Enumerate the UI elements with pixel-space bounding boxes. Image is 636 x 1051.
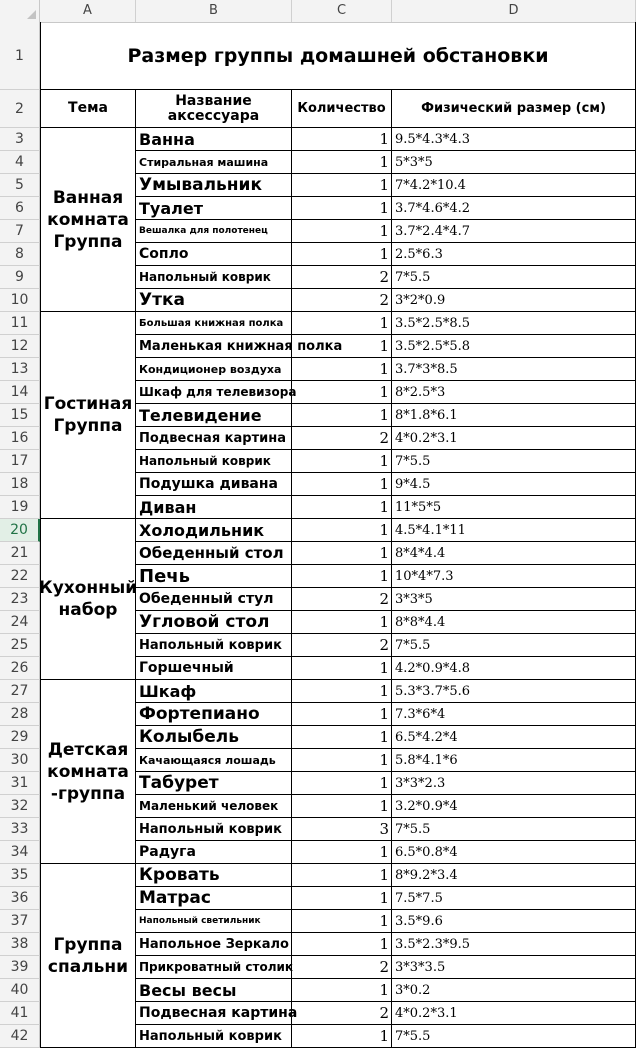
accessory-name-cell[interactable]: Весы весы (136, 979, 292, 1002)
size-cell[interactable]: 3.7*4.6*4.2 (392, 197, 636, 220)
size-cell[interactable]: 9*4.5 (392, 473, 636, 496)
accessory-name-cell[interactable]: Маленькая книжная полка (136, 335, 292, 358)
size-cell[interactable]: 7*5.5 (392, 634, 636, 657)
row-header-10[interactable]: 10 (0, 289, 40, 312)
quantity-cell[interactable]: 1 (292, 496, 392, 519)
quantity-cell[interactable]: 2 (292, 266, 392, 289)
accessory-name-cell[interactable]: Стиральная машина (136, 151, 292, 174)
column-header-row (0, 0, 636, 23)
quantity-cell[interactable]: 1 (292, 933, 392, 956)
quantity-cell[interactable]: 1 (292, 726, 392, 749)
row-header-23[interactable]: 23 (0, 588, 40, 611)
row-header-26[interactable]: 26 (0, 657, 40, 680)
table-title[interactable]: Размер группы домашней обстановки (40, 22, 636, 90)
group-theme-cell[interactable]: Ванная комната Группа (40, 128, 136, 312)
row-header-30[interactable]: 30 (0, 749, 40, 772)
accessory-name-cell[interactable]: Туалет (136, 197, 292, 220)
column-header-a[interactable]: A (40, 0, 136, 22)
size-cell[interactable]: 5.8*4.1*6 (392, 749, 636, 772)
row-header-8[interactable]: 8 (0, 243, 40, 266)
accessory-name-cell[interactable]: Напольный коврик (136, 450, 292, 473)
quantity-cell[interactable]: 1 (292, 841, 392, 864)
row-header-32[interactable]: 32 (0, 795, 40, 818)
quantity-cell[interactable]: 1 (292, 151, 392, 174)
row-header-5[interactable]: 5 (0, 174, 40, 197)
group-theme-cell[interactable]: Гостиная Группа (40, 312, 136, 519)
row-header-27[interactable]: 27 (0, 680, 40, 703)
header-size[interactable]: Физический размер (см) (392, 90, 636, 128)
quantity-cell[interactable]: 1 (292, 404, 392, 427)
size-cell[interactable]: 8*8*4.4 (392, 611, 636, 634)
size-cell[interactable]: 10*4*7.3 (392, 565, 636, 588)
accessory-name-cell[interactable]: Табурет (136, 772, 292, 795)
row-header-22[interactable]: 22 (0, 565, 40, 588)
column-header-c[interactable]: C (292, 0, 392, 22)
size-cell[interactable]: 3.5*9.6 (392, 910, 636, 933)
quantity-cell[interactable]: 2 (292, 1002, 392, 1025)
size-cell[interactable]: 8*2.5*3 (392, 381, 636, 404)
accessory-name-cell[interactable]: Матрас (136, 887, 292, 910)
row-header-12[interactable]: 12 (0, 335, 40, 358)
accessory-name-cell[interactable]: Колыбель (136, 726, 292, 749)
row-header-31[interactable]: 31 (0, 772, 40, 795)
quantity-cell[interactable]: 2 (292, 289, 392, 312)
size-cell[interactable]: 11*5*5 (392, 496, 636, 519)
row-header-11[interactable]: 11 (0, 312, 40, 335)
row-header-2[interactable]: 2 (0, 90, 40, 128)
accessory-name-cell[interactable]: Кондиционер воздуха (136, 358, 292, 381)
accessory-name-cell[interactable]: Фортепиано (136, 703, 292, 726)
row-header-17[interactable]: 17 (0, 450, 40, 473)
accessory-name-cell[interactable]: Шкаф для телевизора (136, 381, 292, 404)
accessory-name-cell[interactable]: Обеденный стол (136, 542, 292, 565)
size-cell[interactable]: 6.5*0.8*4 (392, 841, 636, 864)
quantity-cell[interactable]: 1 (292, 174, 392, 197)
accessory-name-cell[interactable]: Подвесная картина (136, 427, 292, 450)
quantity-cell[interactable]: 1 (292, 243, 392, 266)
size-cell[interactable]: 8*9.2*3.4 (392, 864, 636, 887)
row-header-7[interactable]: 7 (0, 220, 40, 243)
size-cell[interactable]: 3*3*3.5 (392, 956, 636, 979)
accessory-name-cell[interactable]: Напольный коврик (136, 1025, 292, 1048)
accessory-name-cell[interactable]: Прикроватный столик (136, 956, 292, 979)
row-header-40[interactable]: 40 (0, 979, 40, 1002)
size-cell[interactable]: 3.5*2.5*5.8 (392, 335, 636, 358)
quantity-cell[interactable]: 1 (292, 795, 392, 818)
accessory-name-cell[interactable]: Холодильник (136, 519, 292, 542)
quantity-cell[interactable]: 1 (292, 381, 392, 404)
row-header-39[interactable]: 39 (0, 956, 40, 979)
quantity-cell[interactable]: 1 (292, 611, 392, 634)
accessory-name-cell[interactable]: Напольный коврик (136, 266, 292, 289)
quantity-cell[interactable]: 1 (292, 335, 392, 358)
quantity-cell[interactable]: 1 (292, 1025, 392, 1048)
row-header-42[interactable]: 42 (0, 1025, 40, 1048)
row-header-20[interactable]: 20 (0, 519, 40, 542)
quantity-cell[interactable]: 1 (292, 220, 392, 243)
quantity-cell[interactable]: 1 (292, 910, 392, 933)
row-header-29[interactable]: 29 (0, 726, 40, 749)
header-name[interactable]: Название аксессуара (136, 90, 292, 128)
accessory-name-cell[interactable]: Шкаф (136, 680, 292, 703)
row-header-33[interactable]: 33 (0, 818, 40, 841)
row-header-35[interactable]: 35 (0, 864, 40, 887)
size-cell[interactable]: 3*0.2 (392, 979, 636, 1002)
row-header-14[interactable]: 14 (0, 381, 40, 404)
row-header-18[interactable]: 18 (0, 473, 40, 496)
size-cell[interactable]: 3.5*2.5*8.5 (392, 312, 636, 335)
size-cell[interactable]: 7*4.2*10.4 (392, 174, 636, 197)
size-cell[interactable]: 3*2*0.9 (392, 289, 636, 312)
quantity-cell[interactable]: 1 (292, 749, 392, 772)
row-header-1[interactable]: 1 (0, 22, 40, 90)
quantity-cell[interactable]: 1 (292, 657, 392, 680)
row-header-15[interactable]: 15 (0, 404, 40, 427)
quantity-cell[interactable]: 2 (292, 956, 392, 979)
accessory-name-cell[interactable]: Диван (136, 496, 292, 519)
size-cell[interactable]: 3.7*3*8.5 (392, 358, 636, 381)
group-theme-cell[interactable]: Группа спальни (40, 864, 136, 1048)
row-header-34[interactable]: 34 (0, 841, 40, 864)
column-header-b[interactable]: B (136, 0, 292, 22)
row-header-24[interactable]: 24 (0, 611, 40, 634)
quantity-cell[interactable]: 1 (292, 312, 392, 335)
accessory-name-cell[interactable]: Печь (136, 565, 292, 588)
size-cell[interactable]: 2.5*6.3 (392, 243, 636, 266)
quantity-cell[interactable]: 1 (292, 519, 392, 542)
quantity-cell[interactable]: 1 (292, 703, 392, 726)
quantity-cell[interactable]: 1 (292, 542, 392, 565)
accessory-name-cell[interactable]: Подушка дивана (136, 473, 292, 496)
size-cell[interactable]: 7*5.5 (392, 450, 636, 473)
quantity-cell[interactable]: 1 (292, 565, 392, 588)
row-header-28[interactable]: 28 (0, 703, 40, 726)
row-header-38[interactable]: 38 (0, 933, 40, 956)
quantity-cell[interactable]: 1 (292, 887, 392, 910)
accessory-name-cell[interactable]: Сопло (136, 243, 292, 266)
size-cell[interactable]: 7.5*7.5 (392, 887, 636, 910)
size-cell[interactable]: 6.5*4.2*4 (392, 726, 636, 749)
quantity-cell[interactable]: 1 (292, 473, 392, 496)
accessory-name-cell[interactable]: Угловой стол (136, 611, 292, 634)
accessory-name-cell[interactable]: Утка (136, 289, 292, 312)
quantity-cell[interactable]: 1 (292, 197, 392, 220)
accessory-name-cell[interactable]: Качающаяся лошадь (136, 749, 292, 772)
size-cell[interactable]: 7*5.5 (392, 266, 636, 289)
size-cell[interactable]: 3*3*5 (392, 588, 636, 611)
accessory-name-cell[interactable]: Радуга (136, 841, 292, 864)
size-cell[interactable]: 7*5.5 (392, 818, 636, 841)
accessory-name-cell[interactable]: Напольное Зеркало (136, 933, 292, 956)
quantity-cell[interactable]: 2 (292, 634, 392, 657)
accessory-name-cell[interactable]: Телевидение (136, 404, 292, 427)
quantity-cell[interactable]: 3 (292, 818, 392, 841)
column-header-d[interactable]: D (392, 0, 636, 22)
row-header-19[interactable]: 19 (0, 496, 40, 519)
select-all-corner[interactable] (0, 0, 40, 22)
row-header-16[interactable]: 16 (0, 427, 40, 450)
size-cell[interactable]: 4*0.2*3.1 (392, 427, 636, 450)
size-cell[interactable]: 3.7*2.4*4.7 (392, 220, 636, 243)
header-theme[interactable]: Тема (40, 90, 136, 128)
row-header-9[interactable]: 9 (0, 266, 40, 289)
size-cell[interactable]: 4*0.2*3.1 (392, 1002, 636, 1025)
group-theme-cell[interactable]: Кухонный набор (40, 519, 136, 680)
size-cell[interactable]: 8*4*4.4 (392, 542, 636, 565)
size-cell[interactable]: 7*5.5 (392, 1025, 636, 1048)
row-header-41[interactable]: 41 (0, 1002, 40, 1025)
size-cell[interactable]: 3.5*2.3*9.5 (392, 933, 636, 956)
size-cell[interactable]: 7.3*6*4 (392, 703, 636, 726)
accessory-name-cell[interactable]: Подвесная картина (136, 1002, 292, 1025)
row-header-25[interactable]: 25 (0, 634, 40, 657)
accessory-name-cell[interactable]: Маленький человек (136, 795, 292, 818)
quantity-cell[interactable]: 1 (292, 680, 392, 703)
size-cell[interactable]: 3*3*2.3 (392, 772, 636, 795)
accessory-name-cell[interactable]: Вешалка для полотенец (136, 220, 292, 243)
row-header-21[interactable]: 21 (0, 542, 40, 565)
row-header-6[interactable]: 6 (0, 197, 40, 220)
accessory-name-cell[interactable]: Напольный коврик (136, 818, 292, 841)
accessory-name-cell[interactable]: Кровать (136, 864, 292, 887)
accessory-name-cell[interactable]: Обеденный стул (136, 588, 292, 611)
size-cell[interactable]: 4.5*4.1*11 (392, 519, 636, 542)
size-cell[interactable]: 9.5*4.3*4.3 (392, 128, 636, 151)
quantity-cell[interactable]: 1 (292, 772, 392, 795)
quantity-cell[interactable]: 2 (292, 427, 392, 450)
size-cell[interactable]: 4.2*0.9*4.8 (392, 657, 636, 680)
row-header-13[interactable]: 13 (0, 358, 40, 381)
quantity-cell[interactable]: 1 (292, 128, 392, 151)
group-theme-cell[interactable]: Детская комната -группа (40, 680, 136, 864)
accessory-name-cell[interactable]: Напольный коврик (136, 634, 292, 657)
row-header-36[interactable]: 36 (0, 887, 40, 910)
size-cell[interactable]: 3.2*0.9*4 (392, 795, 636, 818)
row-header-3[interactable]: 3 (0, 128, 40, 151)
quantity-cell[interactable]: 1 (292, 979, 392, 1002)
size-cell[interactable]: 5.3*3.7*5.6 (392, 680, 636, 703)
quantity-cell[interactable]: 1 (292, 864, 392, 887)
quantity-cell[interactable]: 1 (292, 450, 392, 473)
accessory-name-cell[interactable]: Ванна (136, 128, 292, 151)
accessory-name-cell[interactable]: Горшечный (136, 657, 292, 680)
quantity-cell[interactable]: 2 (292, 588, 392, 611)
accessory-name-cell[interactable]: Большая книжная полка (136, 312, 292, 335)
accessory-name-cell[interactable]: Умывальник (136, 174, 292, 197)
header-quantity[interactable]: Количество (292, 90, 392, 128)
row-header-37[interactable]: 37 (0, 910, 40, 933)
accessory-name-cell[interactable]: Напольный светильник (136, 910, 292, 933)
size-cell[interactable]: 8*1.8*6.1 (392, 404, 636, 427)
size-cell[interactable]: 5*3*5 (392, 151, 636, 174)
row-header-4[interactable]: 4 (0, 151, 40, 174)
quantity-cell[interactable]: 1 (292, 358, 392, 381)
